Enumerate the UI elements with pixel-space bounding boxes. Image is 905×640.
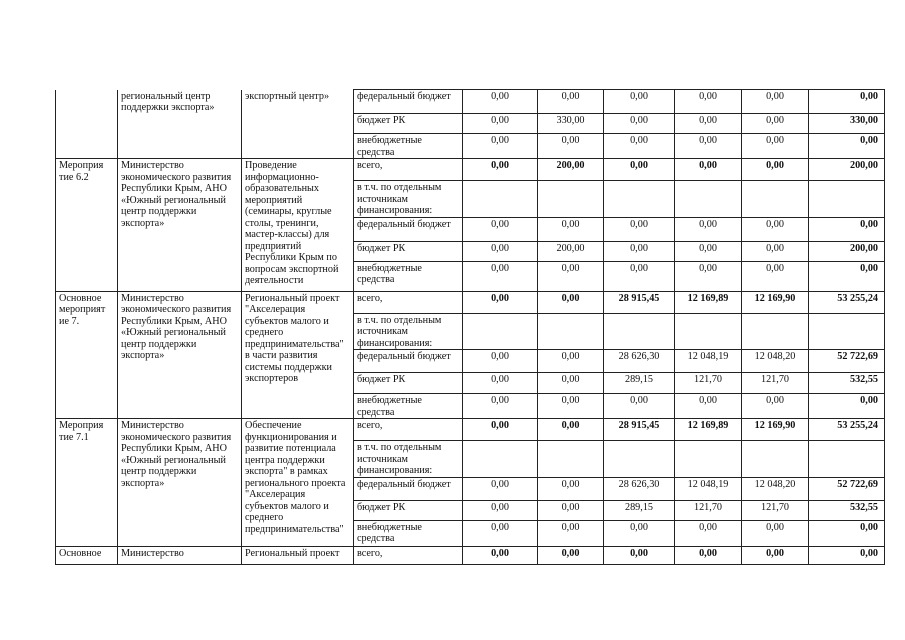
amount-cell: 0,00 (809, 394, 885, 419)
amount-cell: 0,00 (742, 261, 809, 291)
amount-cell (604, 313, 675, 350)
amount-cell: 200,00 (538, 241, 604, 261)
measure-code-cell: Мероприя тие 7.1 (56, 419, 118, 547)
funding-source-cell: всего, (354, 419, 463, 441)
amount-cell: 0,00 (463, 159, 538, 181)
amount-cell: 0,00 (675, 159, 742, 181)
amount-cell: 0,00 (742, 134, 809, 159)
funding-source-cell: бюджет РК (354, 500, 463, 520)
measure-name-cell: экспортный центр» (242, 90, 354, 159)
budget-table (55, 89, 885, 565)
amount-cell: 289,15 (604, 373, 675, 394)
amount-cell: 0,00 (463, 500, 538, 520)
funding-source-cell: федеральный бюджет (354, 217, 463, 241)
amount-cell: 0,00 (463, 546, 538, 564)
amount-cell: 0,00 (675, 261, 742, 291)
amount-cell: 0,00 (809, 520, 885, 546)
funding-source-cell: в т.ч. по отдельным источникам финансирования: (354, 441, 463, 478)
table-row (56, 546, 885, 564)
amount-cell: 12 169,89 (675, 419, 742, 441)
amount-cell: 0,00 (463, 134, 538, 159)
funding-source-cell: федеральный бюджет (354, 477, 463, 500)
amount-cell: 0,00 (538, 261, 604, 291)
amount-cell: 0,00 (538, 500, 604, 520)
amount-cell: 0,00 (538, 477, 604, 500)
amount-cell: 200,00 (809, 241, 885, 261)
amount-cell: 0,00 (463, 291, 538, 313)
amount-cell: 0,00 (809, 90, 885, 114)
amount-cell (675, 313, 742, 350)
amount-cell: 0,00 (742, 90, 809, 114)
amount-cell: 0,00 (675, 394, 742, 419)
funding-source-cell: всего, (354, 546, 463, 564)
amount-cell (742, 181, 809, 218)
amount-cell: 52 722,69 (809, 477, 885, 500)
amount-cell: 121,70 (675, 373, 742, 394)
amount-cell: 0,00 (463, 114, 538, 134)
amount-cell: 0,00 (538, 350, 604, 373)
amount-cell: 0,00 (742, 546, 809, 564)
amount-cell: 0,00 (604, 394, 675, 419)
amount-cell: 12 169,89 (675, 291, 742, 313)
amount-cell: 0,00 (742, 217, 809, 241)
amount-cell: 0,00 (538, 373, 604, 394)
amount-cell: 0,00 (604, 90, 675, 114)
amount-cell: 0,00 (463, 261, 538, 291)
amount-cell: 0,00 (809, 134, 885, 159)
funding-source-cell: всего, (354, 159, 463, 181)
executor-cell: Министерство экономического развития Республики Крым, АНО «Южный региональный центр поддержки экспорта» (118, 419, 242, 547)
funding-source-cell: внебюджетные средства (354, 261, 463, 291)
amount-cell (809, 181, 885, 218)
amount-cell (463, 181, 538, 218)
amount-cell (742, 441, 809, 478)
amount-cell: 121,70 (742, 500, 809, 520)
amount-cell: 12 048,20 (742, 477, 809, 500)
amount-cell (809, 313, 885, 350)
amount-cell: 0,00 (463, 520, 538, 546)
measure-name-cell: Региональный проект "Акселерация субъектов малого и среднего предпринимательства" в части развития системы поддержки экспортеров (242, 291, 354, 419)
amount-cell (604, 441, 675, 478)
amount-cell: 0,00 (538, 90, 604, 114)
amount-cell: 0,00 (809, 261, 885, 291)
measure-code-cell: Основное мероприят ие 7. (56, 291, 118, 419)
amount-cell: 0,00 (675, 217, 742, 241)
funding-source-cell: федеральный бюджет (354, 350, 463, 373)
amount-cell: 0,00 (742, 241, 809, 261)
amount-cell: 532,55 (809, 500, 885, 520)
measure-code-cell: Основное (56, 546, 118, 564)
amount-cell: 0,00 (604, 134, 675, 159)
amount-cell: 0,00 (604, 159, 675, 181)
amount-cell: 0,00 (675, 114, 742, 134)
funding-source-cell: внебюджетные средства (354, 520, 463, 546)
amount-cell (675, 181, 742, 218)
amount-cell: 52 722,69 (809, 350, 885, 373)
amount-cell: 0,00 (809, 546, 885, 564)
amount-cell: 12 169,90 (742, 291, 809, 313)
funding-source-cell: бюджет РК (354, 241, 463, 261)
amount-cell (538, 313, 604, 350)
amount-cell: 330,00 (538, 114, 604, 134)
amount-cell: 121,70 (675, 500, 742, 520)
amount-cell: 0,00 (463, 477, 538, 500)
amount-cell: 0,00 (538, 394, 604, 419)
amount-cell: 0,00 (538, 217, 604, 241)
amount-cell: 121,70 (742, 373, 809, 394)
amount-cell: 0,00 (463, 90, 538, 114)
table-row (56, 291, 885, 313)
amount-cell: 12 169,90 (742, 419, 809, 441)
amount-cell: 0,00 (742, 159, 809, 181)
funding-source-cell: всего, (354, 291, 463, 313)
funding-source-cell: внебюджетные средства (354, 134, 463, 159)
amount-cell: 53 255,24 (809, 419, 885, 441)
executor-cell: Министерство экономического развития Республики Крым, АНО «Южный региональный центр поддержки экспорта» (118, 291, 242, 419)
amount-cell (809, 441, 885, 478)
amount-cell: 330,00 (809, 114, 885, 134)
amount-cell: 0,00 (463, 217, 538, 241)
funding-source-cell: бюджет РК (354, 114, 463, 134)
executor-cell: Министерство экономического развития Республики Крым, АНО «Южный региональный центр поддержки экспорта» (118, 159, 242, 292)
amount-cell: 0,00 (742, 114, 809, 134)
amount-cell (463, 313, 538, 350)
amount-cell: 0,00 (742, 394, 809, 419)
amount-cell (604, 181, 675, 218)
funding-source-cell: внебюджетные средства (354, 394, 463, 419)
amount-cell: 0,00 (675, 134, 742, 159)
amount-cell: 0,00 (604, 261, 675, 291)
amount-cell: 0,00 (538, 134, 604, 159)
amount-cell: 0,00 (742, 520, 809, 546)
amount-cell: 0,00 (463, 373, 538, 394)
table-row (56, 159, 885, 181)
measure-code-cell: Мероприя тие 6.2 (56, 159, 118, 292)
amount-cell: 28 915,45 (604, 419, 675, 441)
amount-cell (742, 313, 809, 350)
amount-cell: 12 048,20 (742, 350, 809, 373)
amount-cell: 0,00 (675, 546, 742, 564)
amount-cell: 28 626,30 (604, 350, 675, 373)
funding-source-cell: федеральный бюджет (354, 90, 463, 114)
amount-cell (463, 441, 538, 478)
funding-source-cell: в т.ч. по отдельным источникам финансирования: (354, 181, 463, 218)
measure-name-cell: Обеспечение функционирования и развитие потенциала центра поддержки экспорта" в рамках регионального проекта "Акселерация субъектов малого и среднего предпринимательства" (242, 419, 354, 547)
funding-source-cell: в т.ч. по отдельным источникам финансирования: (354, 313, 463, 350)
executor-cell: региональный центр поддержки экспорта» (118, 90, 242, 159)
amount-cell (675, 441, 742, 478)
amount-cell: 200,00 (538, 159, 604, 181)
amount-cell: 0,00 (675, 241, 742, 261)
amount-cell: 0,00 (538, 291, 604, 313)
measure-name-cell: Проведение информационно-образовательных мероприятий (семинары, круглые столы, тренинги, мастер-классы) для предприятий Республики Крым по вопросам экспортной деятельности (242, 159, 354, 292)
amount-cell: 0,00 (809, 217, 885, 241)
amount-cell: 0,00 (463, 419, 538, 441)
amount-cell: 28 626,30 (604, 477, 675, 500)
amount-cell: 12 048,19 (675, 477, 742, 500)
amount-cell: 0,00 (604, 546, 675, 564)
amount-cell: 0,00 (538, 546, 604, 564)
amount-cell: 532,55 (809, 373, 885, 394)
funding-source-cell: бюджет РК (354, 373, 463, 394)
amount-cell: 0,00 (463, 241, 538, 261)
measure-name-cell: Региональный проект (242, 546, 354, 564)
amount-cell: 0,00 (604, 114, 675, 134)
measure-code-cell (56, 90, 118, 159)
table-row (56, 90, 885, 114)
amount-cell: 12 048,19 (675, 350, 742, 373)
amount-cell: 0,00 (463, 394, 538, 419)
amount-cell (538, 441, 604, 478)
amount-cell: 200,00 (809, 159, 885, 181)
table-row (56, 419, 885, 441)
amount-cell: 0,00 (604, 241, 675, 261)
amount-cell: 28 915,45 (604, 291, 675, 313)
amount-cell (538, 181, 604, 218)
amount-cell: 0,00 (604, 520, 675, 546)
amount-cell: 0,00 (538, 419, 604, 441)
amount-cell: 0,00 (604, 217, 675, 241)
amount-cell: 289,15 (604, 500, 675, 520)
amount-cell: 0,00 (538, 520, 604, 546)
amount-cell: 53 255,24 (809, 291, 885, 313)
executor-cell: Министерство (118, 546, 242, 564)
amount-cell: 0,00 (463, 350, 538, 373)
amount-cell: 0,00 (675, 90, 742, 114)
amount-cell: 0,00 (675, 520, 742, 546)
